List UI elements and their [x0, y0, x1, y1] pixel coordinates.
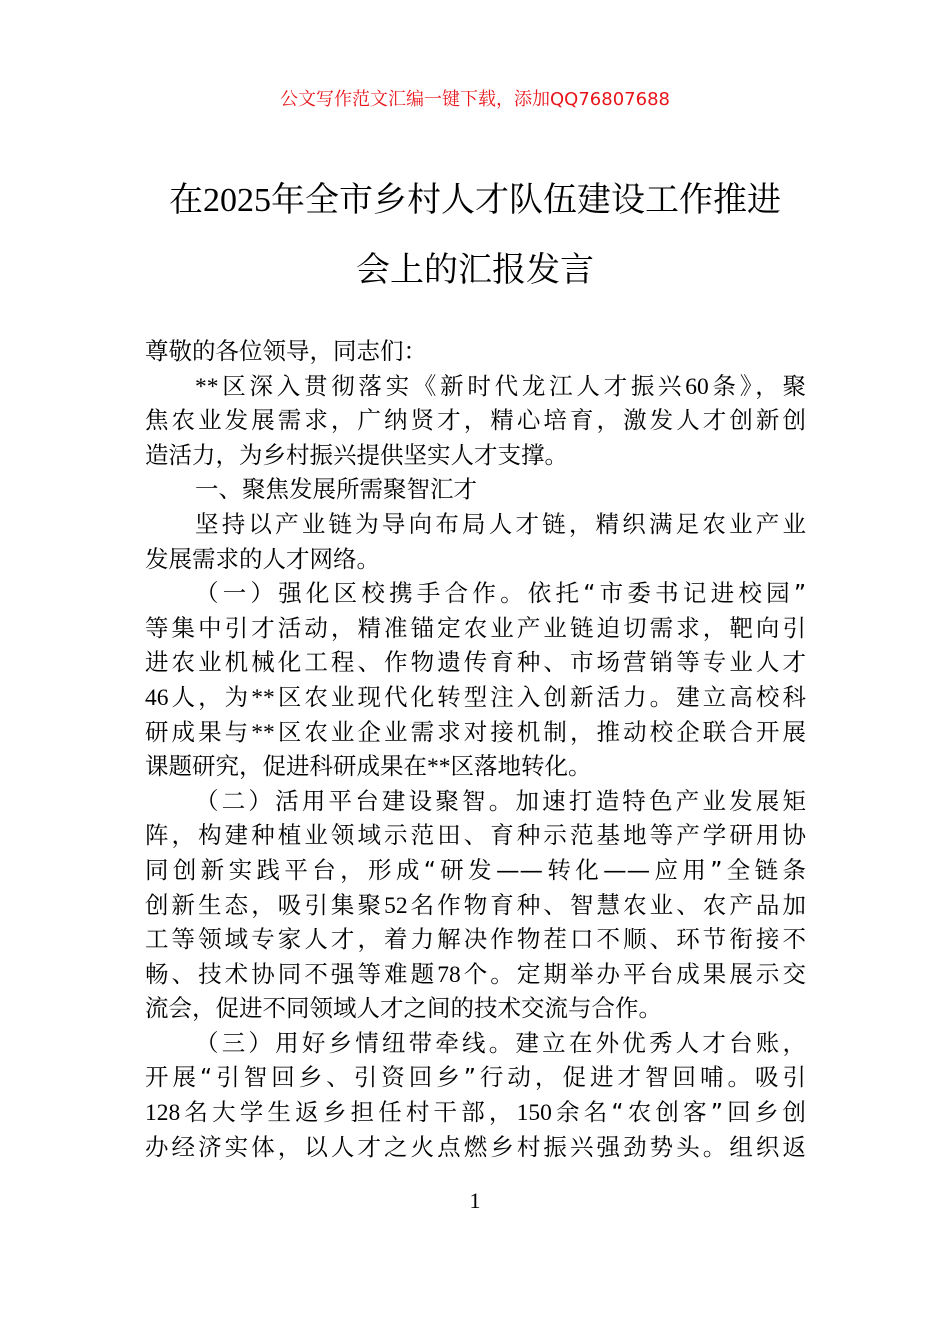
paragraph: [145, 576, 806, 784]
paragraph: [145, 472, 806, 507]
text-line: 同创新实践平台，形成“研发——转化——应用”全链条: [145, 855, 806, 884]
text-line: 造活力，为乡村振兴提供坚实人才支撑。: [145, 440, 568, 469]
text-line: （三）用好乡情纽带牵线。建立在外优秀人才台账，: [195, 1028, 806, 1057]
document-body: [145, 334, 806, 1164]
download-banner: 公文写作范文汇编一键下载，添加QQ76807688: [280, 89, 670, 110]
paragraph: [145, 334, 806, 369]
text-line: 办经济实体，以人才之火点燃乡村振兴强劲势头。组织返: [145, 1132, 806, 1161]
paragraph: [145, 784, 806, 1026]
text-line: 一、聚焦发展所需聚智汇才: [195, 475, 477, 504]
document-title-line-2: 会上的汇报发言: [356, 250, 594, 290]
text-line: **区深入贯彻落实《新时代龙江人才振兴60条》，聚: [195, 371, 807, 400]
text-line: 研成果与**区农业企业需求对接机制，推动校企联合开展: [145, 717, 806, 746]
text-line: 工等领域专家人才，着力解决作物茬口不顺、环节衔接不: [145, 925, 806, 954]
text-line: 开展“引智回乡、引资回乡”行动，促进才智回哺。吸引: [145, 1063, 806, 1092]
text-line: 尊敬的各位领导，同志们：: [145, 337, 427, 365]
paragraph: [145, 369, 806, 473]
text-line: （一）强化区校携手合作。依托“市委书记进校园”: [195, 579, 806, 608]
text-line: 进农业机械化工程、作物遗传育种、市场营销等专业人才: [145, 648, 806, 677]
text-line: 创新生态，吸引集聚52名作物育种、智慧农业、农产品加: [145, 890, 806, 919]
page-number: 1: [469, 1188, 481, 1213]
paragraph: [145, 507, 806, 576]
text-line: 发展需求的人才网络。: [145, 544, 380, 573]
text-line: 等集中引才活动，精准锚定农业产业链迫切需求，靶向引: [145, 613, 806, 642]
paragraph: [145, 1026, 806, 1164]
text-line: 焦农业发展需求，广纳贤才，精心培育，激发人才创新创: [145, 406, 806, 435]
text-line: （二）活用平台建设聚智。加速打造特色产业发展矩: [195, 786, 806, 815]
text-line: 46人，为**区农业现代化转型注入创新活力。建立高校科: [145, 682, 806, 711]
text-line: 128名大学生返乡担任村干部，150余名“农创客”回乡创: [145, 1098, 806, 1127]
text-line: 坚持以产业链为导向布局人才链，精织满足农业产业: [195, 509, 806, 538]
text-line: 畅、技术协同不强等难题78个。定期举办平台成果展示交: [145, 959, 806, 988]
text-line: 阵，构建种植业领域示范田、育种示范基地等产学研用协: [145, 821, 806, 850]
document-title-line-1: 在2025年全市乡村人才队伍建设工作推进: [169, 180, 781, 220]
text-line: 流会，促进不同领域人才之间的技术交流与合作。: [145, 994, 662, 1023]
text-line: 课题研究，促进科研成果在**区落地转化。: [145, 752, 592, 781]
